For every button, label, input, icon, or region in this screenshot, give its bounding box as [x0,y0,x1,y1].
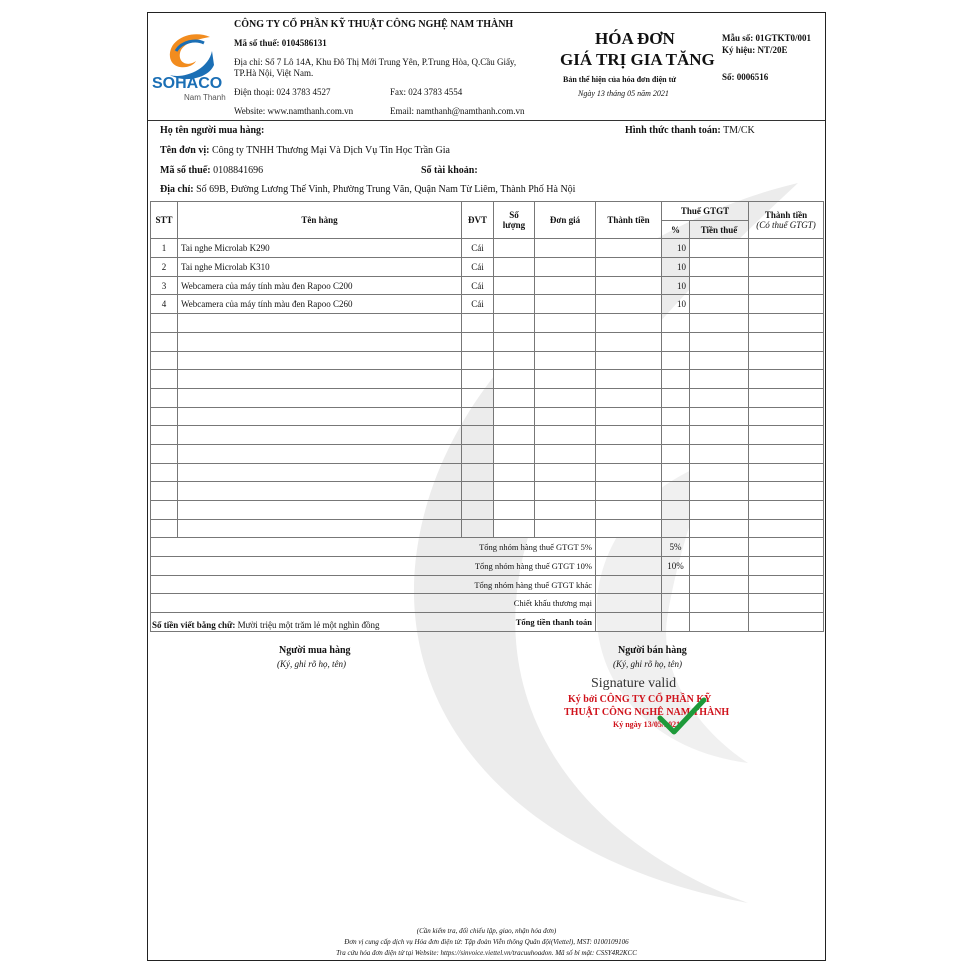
header-price: Đơn giá [535,202,596,239]
cell-amount [596,370,662,389]
cell-total [749,482,824,501]
cell-price [535,295,596,314]
cell-unit [462,388,494,407]
summary-vat-amount [690,557,749,576]
cell-qty [494,332,535,351]
summary-row [151,557,824,576]
cell-unit [462,332,494,351]
seller-fax: Fax: 024 3783 4554 [390,87,463,97]
footer-line-2: Đơn vị cung cấp dịch vụ Hóa đơn điện tử: Tập đoàn Viễn thông Quân đội(Viettel), MST: 0100109106 [344,938,629,946]
cell-amount [596,501,662,520]
cell-price [535,351,596,370]
cell-stt: 1 [151,239,178,258]
seller-website: Website: www.namthanh.com.vn [234,106,354,116]
cell-total [749,444,824,463]
cell-unit: Cái [462,258,494,277]
cell-vat_amt [690,332,749,351]
table-row [151,426,824,445]
header-total-1: Thành tiền [764,210,808,221]
cell-name [178,482,462,501]
header-vat-pct: % [662,220,690,239]
buyer-tax-label: Mã số thuế: [160,165,211,176]
cell-pct: 10 [662,258,690,277]
cell-unit [462,482,494,501]
cell-price [535,482,596,501]
summary-total [749,538,824,557]
cell-qty [494,276,535,295]
cell-stt: 4 [151,295,178,314]
cell-price [535,407,596,426]
cell-qty [494,314,535,333]
table-row [151,351,824,370]
cell-unit [462,351,494,370]
invoice-number: Số: 0006516 [722,72,769,82]
cell-unit [462,463,494,482]
cell-vat_amt [690,314,749,333]
cell-pct: 10 [662,239,690,258]
cell-qty [494,388,535,407]
cell-name [178,351,462,370]
summary-total [749,557,824,576]
summary-vat-amount [690,538,749,557]
cell-total [749,426,824,445]
buyer-address-value: Số 69B, Đường Lương Thế Vinh, Phường Trung Văn, Quận Nam Từ Liêm, Thành Phố Hà Nội [196,184,576,195]
cell-price [535,519,596,538]
seller-tax-code: Mã số thuế: 0104586131 [234,38,327,48]
cell-name [178,501,462,520]
cell-qty [494,501,535,520]
header-name: Tên hàng [178,202,462,239]
buyer-tax [160,165,263,176]
summary-row [151,594,824,613]
table-row [151,444,824,463]
summary-vat-pct [662,575,690,594]
cell-price [535,258,596,277]
summary-vat-pct [662,613,690,632]
cell-pct [662,351,690,370]
invoice-symbol: Ký hiệu: NT/20E [722,45,788,55]
cell-stt [151,388,178,407]
cell-qty [494,239,535,258]
cell-vat_amt [690,407,749,426]
logo-subtext: Nam Thanh [184,93,226,102]
summary-total [749,613,824,632]
buyer-address [160,184,575,195]
seller-email: Email: namthanh@namthanh.com.vn [390,106,525,116]
cell-unit [462,407,494,426]
header-vat-amount: Tiền thuế [690,220,749,239]
logo-text: SOHACO [152,75,223,92]
cell-stt [151,501,178,520]
signature-valid: Signature valid [591,676,677,691]
cell-name [178,444,462,463]
header-unit: ĐVT [462,202,494,239]
table-row [151,388,824,407]
table-header-row [151,202,824,221]
header-divider [148,120,825,121]
seller-address-2: TP.Hà Nội, Việt Nam. [234,68,314,78]
cell-vat_amt [690,258,749,277]
cell-amount [596,426,662,445]
buyer-name-label: Họ tên người mua hàng: [160,125,265,136]
cell-name [178,332,462,351]
payment-method [625,125,755,136]
cell-amount [596,407,662,426]
cell-amount [596,332,662,351]
summary-vat-pct: 5% [662,538,690,557]
cell-amount [596,463,662,482]
cell-price [535,501,596,520]
cell-unit [462,519,494,538]
cell-stt [151,482,178,501]
table-row [151,258,824,277]
cell-stt [151,407,178,426]
cell-price [535,388,596,407]
cell-vat_amt [690,482,749,501]
amount-in-words [152,620,380,630]
cell-qty [494,258,535,277]
summary-label: Tổng nhóm hàng thuế GTGT 10% [151,557,596,576]
cell-amount [596,276,662,295]
table-row [151,519,824,538]
buyer-account-label: Số tài khoản: [421,165,478,176]
cell-unit [462,501,494,520]
cell-pct [662,519,690,538]
seller-phone: Điện thoại: 024 3783 4527 [234,87,331,97]
cell-unit [462,444,494,463]
cell-stt [151,519,178,538]
cell-pct: 10 [662,276,690,295]
cell-price [535,426,596,445]
payment-value: TM/CK [723,125,755,136]
buyer-sign-title: Người mua hàng [279,645,351,656]
cell-total [749,332,824,351]
cell-name [178,426,462,445]
cell-qty [494,482,535,501]
header-total [749,202,824,239]
invoice-form-no: Mẫu số: 01GTKT0/001 [722,33,812,43]
buyer-unit-value: Công ty TNHH Thương Mại Và Dịch Vụ Tin Học Trần Gia [211,145,450,156]
buyer-address-label: Địa chỉ: [160,184,194,195]
signature-check-icon [656,696,708,736]
cell-unit [462,370,494,389]
cell-name [178,314,462,333]
cell-total [749,314,824,333]
cell-total [749,388,824,407]
cell-pct [662,407,690,426]
table-row [151,501,824,520]
cell-price [535,463,596,482]
cell-pct [662,314,690,333]
cell-name: Webcamera của máy tính màu đen Rapoo C260 [178,295,462,314]
summary-vat-amount [690,594,749,613]
cell-price [535,314,596,333]
cell-pct [662,370,690,389]
cell-qty [494,295,535,314]
cell-total [749,519,824,538]
summary-label: Tổng nhóm hàng thuế GTGT khác [151,575,596,594]
cell-total [749,239,824,258]
cell-amount [596,295,662,314]
footer-line-3: Tra cứu hóa đơn điện tử tại Website: https://sinvoice.viettel.vn/tracuuhoadon. Mã số bí mật: CSSY4R2KCC [336,949,637,957]
summary-vat-amount [690,613,749,632]
cell-qty [494,407,535,426]
cell-amount [596,519,662,538]
table-row [151,370,824,389]
cell-vat_amt [690,501,749,520]
cell-name [178,463,462,482]
table-row [151,239,824,258]
cell-qty [494,519,535,538]
table-row [151,276,824,295]
cell-pct [662,444,690,463]
cell-pct [662,463,690,482]
cell-vat_amt [690,370,749,389]
cell-amount [596,388,662,407]
buyer-unit [160,145,450,156]
cell-amount [596,314,662,333]
cell-amount [596,482,662,501]
signed-by-line-2: THUẬT CÔNG NGHỆ NAM THÀNH [564,707,730,718]
seller-address: Địa chỉ: Số 7 Lô 14A, Khu Đô Thị Mới Trung Yên, P.Trung Hòa, Q.Cầu Giấy, [234,57,517,67]
table-row [151,407,824,426]
cell-stt: 3 [151,276,178,295]
summary-label: Chiết khấu thương mại [151,594,596,613]
signed-date: Ký ngày 13/05/2021 [613,720,681,729]
cell-price [535,370,596,389]
cell-total [749,370,824,389]
cell-qty [494,444,535,463]
header-vat: Thuế GTGT [662,202,749,221]
cell-unit [462,314,494,333]
cell-total [749,463,824,482]
signed-by-line-1: Ký bởi CÔNG TY CỔ PHẦN KỸ [568,694,712,705]
summary-vat-amount [690,575,749,594]
buyer-tax-value: 0108841696 [213,165,264,176]
cell-price [535,444,596,463]
cell-amount [596,239,662,258]
cell-stt [151,332,178,351]
header-qty-1: Số [509,210,519,221]
summary-vat-pct: 10% [662,557,690,576]
summary-row [151,538,824,557]
summary-amount [596,538,662,557]
seller-sign-title: Người bán hàng [618,645,687,656]
table-row [151,314,824,333]
cell-total [749,258,824,277]
cell-pct [662,482,690,501]
invoice-date: Ngày 13 tháng 05 năm 2021 [578,89,669,98]
cell-stt [151,444,178,463]
seller-company: CÔNG TY CỔ PHẦN KỸ THUẬT CÔNG NGHỆ NAM THÀNH [234,19,514,30]
buyer-unit-label: Tên đơn vị: [160,145,210,156]
words-label: Số tiền viết bằng chữ: [152,620,236,630]
cell-unit: Cái [462,295,494,314]
summary-total [749,575,824,594]
table-row [151,295,824,314]
footer-line-1: (Cần kiểm tra, đối chiếu lập, giao, nhận hóa đơn) [416,927,557,935]
cell-qty [494,370,535,389]
cell-pct [662,501,690,520]
cell-qty [494,463,535,482]
table-row [151,332,824,351]
header-qty-2: lượng [502,220,526,231]
cell-total [749,351,824,370]
cell-unit: Cái [462,276,494,295]
cell-amount [596,258,662,277]
cell-total [749,501,824,520]
cell-pct [662,388,690,407]
cell-unit [462,426,494,445]
cell-pct: 10 [662,295,690,314]
invoice-title-2: GIÁ TRỊ GIA TĂNG [560,50,715,69]
cell-stt: 2 [151,258,178,277]
cell-name: Webcamera của máy tính màu đen Rapoo C200 [178,276,462,295]
summary-amount [596,594,662,613]
cell-total [749,407,824,426]
cell-vat_amt [690,276,749,295]
cell-name [178,407,462,426]
cell-name: Tai nghe Microlab K290 [178,239,462,258]
summary-amount [596,557,662,576]
cell-price [535,332,596,351]
cell-name: Tai nghe Microlab K310 [178,258,462,277]
items-table [150,201,824,632]
header-total-2: (Có thuế GTGT) [756,220,816,231]
buyer-sign-note: (Ký, ghi rõ họ, tên) [277,659,346,669]
cell-vat_amt [690,426,749,445]
summary-label: Tổng tiền thanh toán [151,613,596,632]
cell-price [535,276,596,295]
cell-name [178,519,462,538]
seller-sign-note: (Ký, ghi rõ họ, tên) [613,659,682,669]
summary-row [151,575,824,594]
cell-pct [662,332,690,351]
table-row [151,463,824,482]
cell-vat_amt [690,444,749,463]
cell-name [178,388,462,407]
cell-total [749,276,824,295]
words-value: Mười triệu một trăm lẻ một nghìn đồng [237,620,380,630]
cell-unit: Cái [462,239,494,258]
cell-stt [151,314,178,333]
payment-label: Hình thức thanh toán: [625,125,721,136]
cell-stt [151,463,178,482]
cell-vat_amt [690,351,749,370]
cell-vat_amt [690,295,749,314]
invoice-title: HÓA ĐƠN [595,29,675,48]
cell-pct [662,426,690,445]
cell-amount [596,351,662,370]
cell-stt [151,426,178,445]
cell-vat_amt [690,463,749,482]
cell-total [749,295,824,314]
header-stt: STT [151,202,178,239]
cell-vat_amt [690,239,749,258]
cell-price [535,239,596,258]
invoice-subtitle: Bản thể hiện của hóa đơn điện tử [563,75,677,84]
cell-vat_amt [690,388,749,407]
table-row [151,482,824,501]
header-qty [494,202,535,239]
cell-vat_amt [690,519,749,538]
cell-qty [494,351,535,370]
cell-stt [151,351,178,370]
summary-amount [596,575,662,594]
invoice-page [147,12,826,961]
summary-vat-pct [662,594,690,613]
cell-amount [596,444,662,463]
cell-qty [494,426,535,445]
cell-stt [151,370,178,389]
summary-label: Tổng nhóm hàng thuế GTGT 5% [151,538,596,557]
header-amount: Thành tiền [596,202,662,239]
summary-amount [596,613,662,632]
cell-name [178,370,462,389]
summary-total [749,594,824,613]
